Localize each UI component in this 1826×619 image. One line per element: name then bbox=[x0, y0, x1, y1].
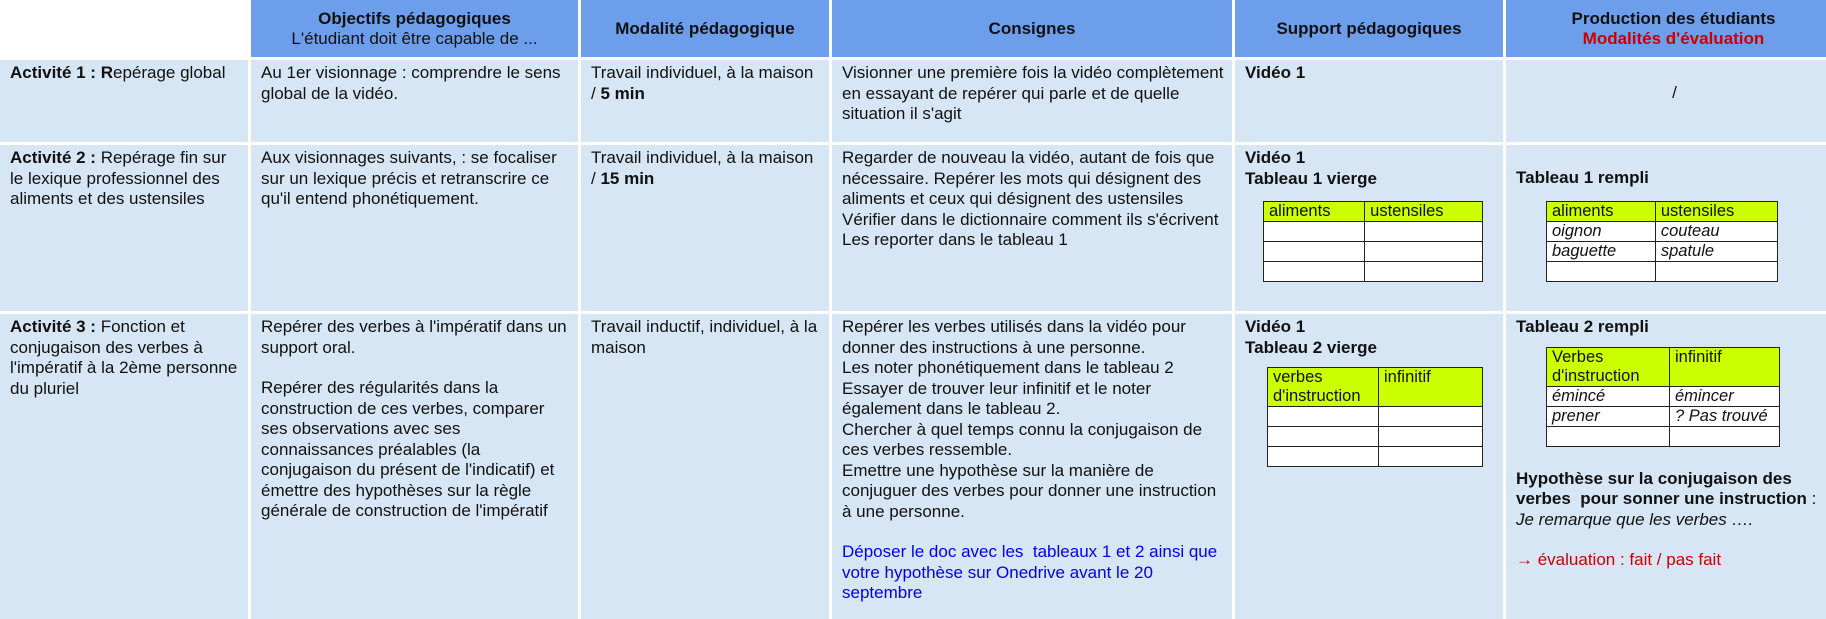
header-objectifs bbox=[251, 0, 578, 57]
table-cell bbox=[1379, 427, 1483, 447]
row1-production bbox=[1506, 60, 1826, 142]
row1-modalite-duration: 5 min bbox=[600, 83, 645, 103]
table-cell: oignon bbox=[1547, 221, 1656, 241]
row1-objectifs bbox=[251, 60, 578, 142]
table-header-cell: Verbes d'instruction bbox=[1547, 347, 1670, 386]
row1-modalite-text: Travail individuel, à la maison / bbox=[591, 63, 814, 103]
blank-table-1 bbox=[1263, 201, 1483, 282]
row3-hypothese-text: Je remarque que les verbes …. bbox=[1516, 509, 1754, 529]
row3-objectifs bbox=[251, 314, 578, 619]
header-production bbox=[1506, 0, 1826, 57]
row3-hypothese-title: Hypothèse sur la conjugaison des verbes pour sonner une instruction bbox=[1516, 468, 1807, 508]
row1-activity-text: epérage global bbox=[112, 63, 226, 82]
row3-consigne-line: Les noter phonétiquement dans le tableau 2 bbox=[842, 358, 1174, 377]
table-cell: ? Pas trouvé bbox=[1670, 406, 1780, 426]
table-cell bbox=[1264, 242, 1365, 262]
row3-support bbox=[1235, 314, 1503, 619]
header-consignes bbox=[832, 0, 1232, 57]
row2-modalite bbox=[581, 145, 829, 311]
header-support bbox=[1235, 0, 1503, 57]
row2-modalite-duration: 15 min bbox=[600, 168, 655, 188]
table-cell: couteau bbox=[1655, 221, 1777, 241]
header-production-sub: Modalités d'évaluation bbox=[1582, 28, 1765, 48]
table-cell bbox=[1268, 447, 1379, 467]
row2-consignes bbox=[832, 145, 1232, 311]
row2-support-table-label: Tableau 1 vierge bbox=[1245, 168, 1377, 188]
table-cell bbox=[1670, 426, 1780, 446]
table-cell: spatule bbox=[1655, 241, 1777, 261]
table-cell: baguette bbox=[1547, 241, 1656, 261]
row3-objectifs-p2: Repérer des régularités dans la construction de ces verbes, comparer ses observations avec ses connaissances préalables (la conjugaison du présent de l'indicatif) et émettre des hypothèses sur la règle générale de construction de l'impératif bbox=[261, 378, 560, 520]
row1-consignes bbox=[832, 60, 1232, 142]
header-consignes-title: Consignes bbox=[988, 18, 1076, 38]
header-modalite-title: Modalité pédagogique bbox=[615, 18, 795, 38]
table-header-cell: aliments bbox=[1547, 201, 1656, 221]
table-cell bbox=[1547, 426, 1670, 446]
table-cell bbox=[1655, 261, 1777, 281]
row2-activity-label: Activité 2 : bbox=[10, 148, 101, 167]
row2-support bbox=[1235, 145, 1503, 311]
row3-consigne-deadline: Déposer le doc avec les tableaux 1 et 2 ainsi que votre hypothèse sur Onedrive avant le 20 septembre bbox=[842, 542, 1222, 602]
header-corner bbox=[0, 0, 248, 57]
row3-consigne-line: Essayer de trouver leur infinitif et le noter également dans le tableau 2. bbox=[842, 378, 1156, 418]
table-cell bbox=[1379, 447, 1483, 467]
row1-support bbox=[1235, 60, 1503, 142]
row2-objectifs bbox=[251, 145, 578, 311]
row3-evaluation: → évaluation : fait / pas fait bbox=[1516, 550, 1722, 569]
filled-table-2 bbox=[1546, 347, 1780, 447]
row3-activity bbox=[0, 314, 248, 619]
row3-activity-text: Fonction et conjugaison des verbes à l'impératif à la 2ème personne du pluriel bbox=[10, 317, 238, 398]
row2-consigne-line: Les reporter dans le tableau 1 bbox=[842, 230, 1068, 249]
table-cell bbox=[1268, 427, 1379, 447]
table-cell bbox=[1379, 407, 1483, 427]
row3-consigne-line: Repérer les verbes utilisés dans la vidéo pour donner des instructions à une personne. bbox=[842, 317, 1191, 357]
filled-table-1 bbox=[1546, 201, 1778, 282]
header-modalite bbox=[581, 0, 829, 57]
row3-consignes bbox=[832, 314, 1232, 619]
row1-objectifs-text: Au 1er visionnage : comprendre le sens global de la vidéo. bbox=[261, 63, 561, 103]
row3-modalite-text: Travail inductif, individuel, à la maison bbox=[591, 317, 818, 357]
row3-consigne-line: Chercher à quel temps connu la conjugaison de ces verbes ressemble. bbox=[842, 419, 1207, 459]
row1-activity bbox=[0, 60, 248, 142]
row3-consigne-line: Emettre une hypothèse sur la manière de conjuguer des verbes pour donner une instruction à une personne. bbox=[842, 460, 1221, 521]
table-header-cell: infinitif bbox=[1379, 368, 1483, 407]
header-objectifs-sub: L'étudiant doit être capable de ... bbox=[291, 28, 538, 48]
row1-consignes-text: Visionner une première fois la vidéo complètement en essayant de repérer qui parle et de quelle situation il s'agit bbox=[842, 63, 1224, 123]
table-cell bbox=[1365, 262, 1483, 282]
header-support-title: Support pédagogiques bbox=[1276, 18, 1462, 38]
table-cell bbox=[1547, 261, 1656, 281]
table-cell bbox=[1268, 407, 1379, 427]
row3-hypothese-colon: : bbox=[1806, 489, 1817, 508]
table-header-cell: aliments bbox=[1264, 202, 1365, 222]
row2-support-video: Vidéo 1 bbox=[1245, 148, 1306, 167]
row2-consigne-line: Regarder de nouveau la vidéo, autant de fois que nécessaire. Repérer les mots qui désignent des aliments et ceux qui désignent des ustensiles bbox=[842, 148, 1220, 208]
row1-modalite bbox=[581, 60, 829, 142]
row2-activity-text: Repérage fin sur le lexique professionnel des aliments et des ustensiles bbox=[10, 148, 227, 208]
row1-activity-label: Activité 1 : R bbox=[10, 63, 113, 82]
row3-production bbox=[1506, 314, 1826, 619]
table-header-cell: ustensiles bbox=[1365, 202, 1483, 222]
row2-consigne-line: Vérifier dans le dictionnaire comment ils s'écrivent bbox=[842, 209, 1219, 229]
table-cell bbox=[1264, 222, 1365, 242]
row3-objectifs-p1: Repérer des verbes à l'impératif dans un support oral. bbox=[261, 317, 572, 357]
row3-support-table-label: Tableau 2 vierge bbox=[1245, 337, 1377, 357]
table-cell: émincer bbox=[1670, 386, 1780, 406]
table-header-cell: infinitif bbox=[1670, 347, 1780, 386]
row2-production bbox=[1506, 145, 1826, 311]
table-cell: émincé bbox=[1547, 386, 1670, 406]
row1-support-video: Vidéo 1 bbox=[1245, 63, 1306, 82]
header-objectifs-title: Objectifs pédagogiques bbox=[318, 8, 511, 28]
row3-activity-label: Activité 3 : bbox=[10, 317, 101, 336]
table-header-cell: ustensiles bbox=[1655, 201, 1777, 221]
row2-production-title: Tableau 1 rempli bbox=[1516, 168, 1649, 187]
row2-activity bbox=[0, 145, 248, 311]
row1-production-text: / bbox=[1672, 83, 1677, 102]
row3-support-video: Vidéo 1 bbox=[1245, 317, 1306, 336]
table-cell bbox=[1365, 222, 1483, 242]
table-header-cell: verbes d'instruction bbox=[1268, 368, 1379, 407]
row3-production-title: Tableau 2 rempli bbox=[1516, 317, 1649, 336]
row2-objectifs-text: Aux visionnages suivants, : se focaliser sur un lexique précis et retranscrire ce qu'il entend phonétiquement. bbox=[261, 148, 557, 208]
header-production-title: Production des étudiants bbox=[1571, 8, 1776, 28]
blank-table-2 bbox=[1267, 367, 1483, 467]
table-cell: prener bbox=[1547, 406, 1670, 426]
table-cell bbox=[1264, 262, 1365, 282]
row2-modalite-text: Travail individuel, à la maison / bbox=[591, 148, 814, 188]
row3-modalite bbox=[581, 314, 829, 619]
table-cell bbox=[1365, 242, 1483, 262]
